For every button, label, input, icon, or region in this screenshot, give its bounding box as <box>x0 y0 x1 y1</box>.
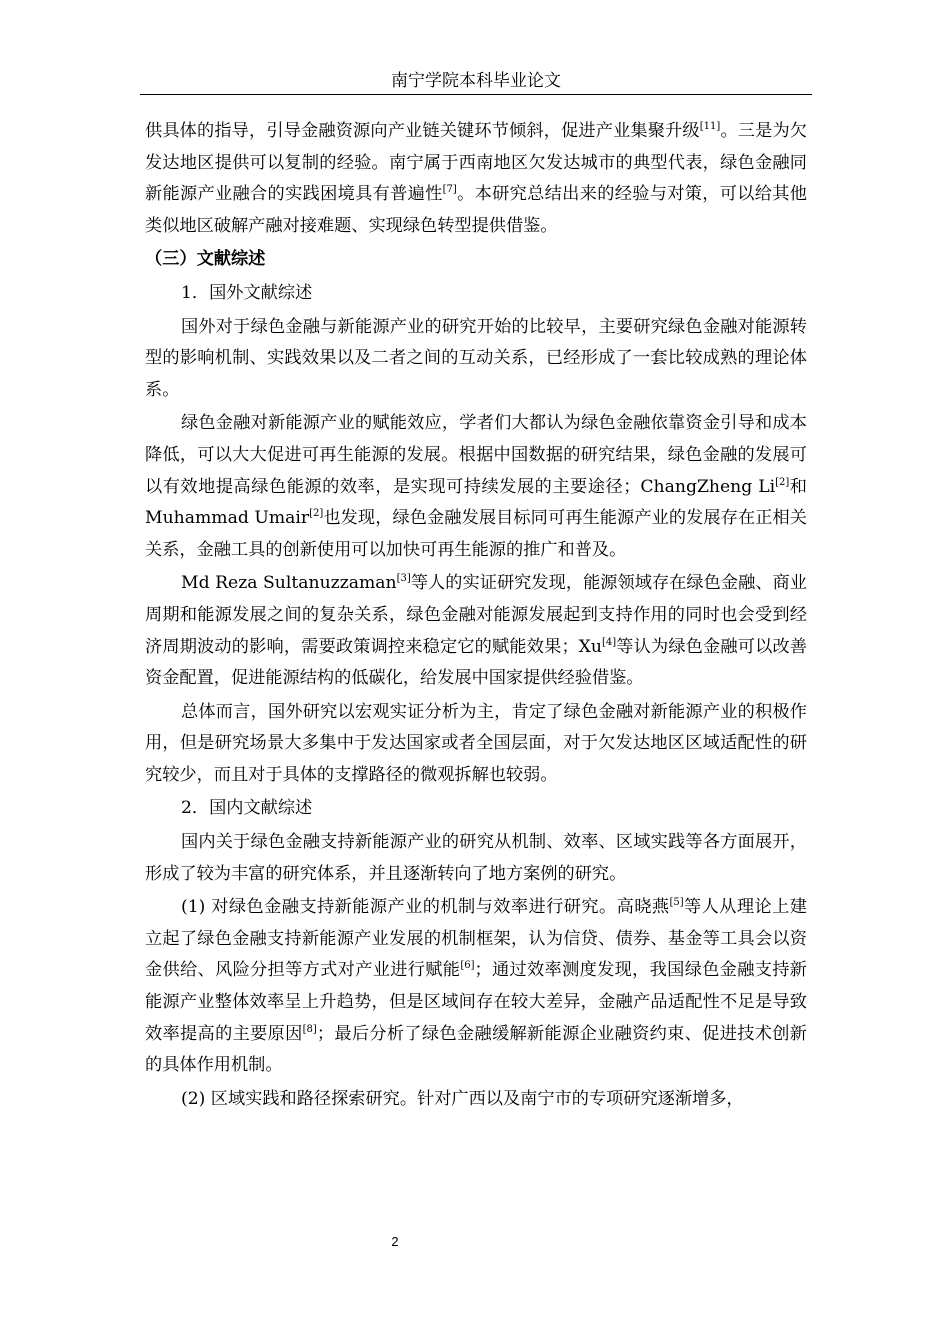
paragraph-foreign-intro: 国外对于绿色金融与新能源产业的研究开始的比较早，主要研究绿色金融对能源转型的影响机制、实践效果以及二者之间的互动关系，已经形成了一套比较成熟的理论体系。 <box>145 316 807 400</box>
paragraph-domestic-intro: 国内关于绿色金融支持新能源产业的研究从机制、效率、区域实践等各方面展开，形成了较为丰富的研究体系，并且逐渐转向了地方案例的研究。 <box>145 832 807 884</box>
text-run: ；通过效率测度发现，我国绿色金融支持新能源产业整体效率呈上升趋势，但是区域间存在较大差异，金融产品适配性不足是导致效率提高的主要原因 <box>145 960 807 1044</box>
citation-ref: [4] <box>601 636 617 648</box>
page-header-title: 南宁学院本科毕业论文 <box>391 71 561 91</box>
citation-ref: [7] <box>442 184 457 196</box>
continuation-paragraph <box>145 116 807 242</box>
text-run: 和 Muhammad Umair <box>145 476 807 529</box>
citation-ref: [5] <box>669 897 684 909</box>
citation-ref: [2] <box>309 508 324 520</box>
text-run: (1) 对绿色金融支持新能源产业的机制与效率进行研究。高晓燕 <box>181 897 670 918</box>
text-run: 等认为绿色金融可以改善资金配置，促进能源结构的低碳化，给发展中国家提供经验借鉴。 <box>145 636 807 689</box>
page-number: 2 <box>391 1234 399 1249</box>
subsection-heading-foreign: 1．国外文献综述 <box>181 282 313 303</box>
paragraph-reza-study <box>145 568 807 694</box>
header-divider <box>140 94 812 95</box>
citation-ref: [3] <box>396 573 411 585</box>
text-run: ；最后分析了绿色金融缓解新能源企业融资约束、促进技术创新的具体作用机制。 <box>145 1023 807 1076</box>
text-run: 绿色金融对新能源产业的赋能效应，学者们大都认为绿色金融依靠资金引导和成本降低，可以大大促进可再生能源的发展。根据中国数据的研究结果，绿色金融的发展可以有效地提高绿色能源的效率，是实现可持续发展的主要途径；ChangZheng Li <box>145 413 807 497</box>
paragraph-item-2: (2) 区域实践和路径探索研究。针对广西以及南宁市的专项研究逐渐增多， <box>181 1088 744 1109</box>
text-run: 等人从理论上建立起了绿色金融支持新能源产业发展的机制框架，认为信贷、债券、基金等工具会以资金供给、风险分担等方式对产业进行赋能 <box>145 897 807 981</box>
page-body <box>145 116 807 1115</box>
text-run: Md Reza Sultanuzzaman <box>181 573 397 594</box>
paragraph-item-1 <box>145 892 807 1082</box>
paragraph-empowerment-effect <box>145 408 807 566</box>
text-run: 等人的实证研究发现，能源领域存在绿色金融、商业周期和能源发展之间的复杂关系，绿色金融对能源发展起到支持作用的同时也会受到经济周期波动的影响，需要政策调控来稳定它的赋能效果；Xu <box>145 573 807 657</box>
citation-ref: [2] <box>775 476 790 488</box>
text-run: 供具体的指导，引导金融资源向产业链关键环节倾斜，促进产业集聚升级 <box>145 121 700 141</box>
subsection-heading-domestic: 2．国内文献综述 <box>181 798 313 819</box>
citation-ref: [11] <box>699 121 721 132</box>
section-heading-literature-review: （三）文献综述 <box>145 249 266 270</box>
text-run: 。本研究总结出来的经验与对策，可以给其他类似地区破解产融对接难题、实现绿色转型提供借鉴。 <box>145 184 807 236</box>
paragraph-foreign-summary: 总体而言，国外研究以宏观实证分析为主，肯定了绿色金融对新能源产业的积极作用，但是研究场景大多集中于发达国家或者全国层面，对于欠发达地区区域适配性的研究较少，而且对于具体的支撑路径的微观拆解也较弱。 <box>145 701 807 785</box>
text-run: 也发现，绿色金融发展目标同可再生能源产业的发展存在正相关关系，金融工具的创新使用可以加快可再生能源的推广和普及。 <box>145 508 807 560</box>
citation-ref: [8] <box>302 1023 317 1035</box>
text-run: 。三是为欠发达地区提供可以复制的经验。南宁属于西南地区欠发达城市的典型代表，绿色金融同新能源产业融合的实践困境具有普遍性 <box>145 121 807 205</box>
citation-ref: [6] <box>460 960 475 972</box>
